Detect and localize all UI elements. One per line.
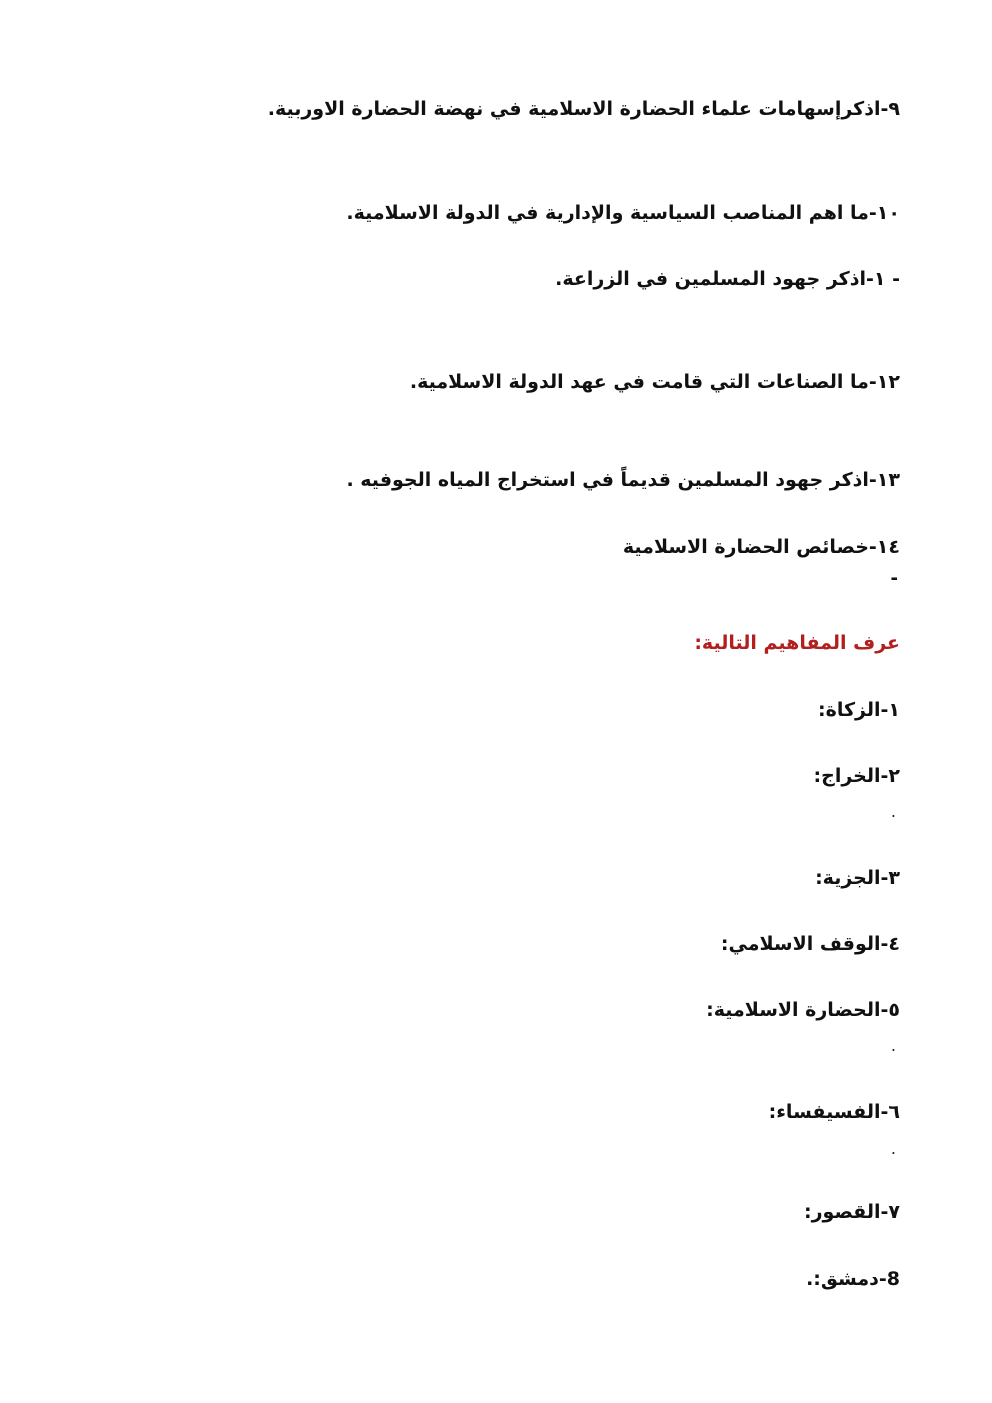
answer-dash: - [890, 568, 898, 589]
answer-dot: . [890, 1036, 896, 1055]
definition-civilization: ٥-الحضارة الاسلامية: [706, 999, 900, 1021]
definition-kharaj: ٢-الخراج: [813, 765, 900, 787]
question-10: ١٠-ما اهم المناصب السياسية والإدارية في الدولة الاسلامية. [346, 202, 900, 224]
definition-zakat: ١-الزكاة: [818, 699, 900, 721]
definition-palaces: ٧-القصور: [804, 1201, 900, 1223]
definition-waqf: ٤-الوقف الاسلامي: [720, 933, 900, 955]
definition-jizya: ٣-الجزية: [815, 867, 900, 889]
question-11: - ١-اذكر جهود المسلمين في الزراعة. [555, 268, 900, 290]
definitions-heading: عرف المفاهيم التالية: [694, 632, 900, 654]
answer-dot: . [890, 1139, 896, 1158]
question-9: ٩-اذكرإسهامات علماء الحضارة الاسلامية في نهضة الحضارة الاوربية. [267, 98, 900, 120]
question-13: ١٣-اذكر جهود المسلمين قديماً في استخراج المياه الجوفيه . [346, 469, 900, 491]
question-14: ١٤-خصائص الحضارة الاسلامية [622, 536, 900, 558]
definition-mosaic: ٦-الفسيفساء: [768, 1101, 900, 1123]
question-12: ١٢-ما الصناعات التي قامت في عهد الدولة الاسلامية. [409, 371, 900, 393]
answer-dot: . [890, 802, 896, 821]
definition-damascus: 8-دمشق:. [806, 1268, 900, 1290]
